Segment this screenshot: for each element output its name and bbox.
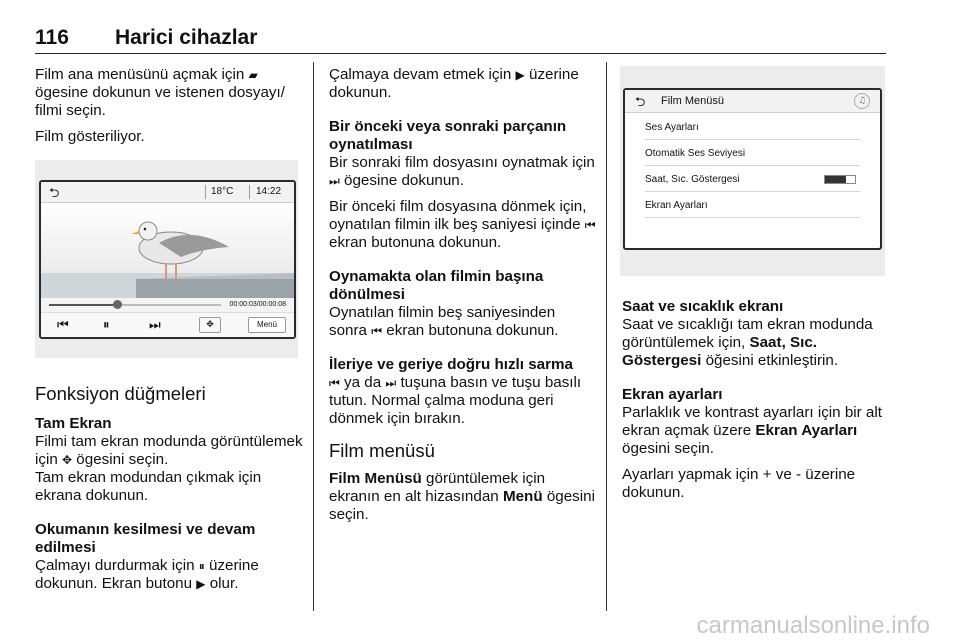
clock-temp-toggle[interactable] — [824, 175, 856, 184]
temperature-readout: 18°C — [211, 186, 234, 197]
intro-paragraph: Film ana menüsünü açmak için ▰ ögesine dokunun ve istenen dosyayı/ filmi seçin. — [35, 66, 285, 119]
fullscreen-icon: ✥ — [62, 453, 73, 467]
section-title-film-menu: Film menüsü — [329, 440, 435, 461]
resume-paragraph: Çalmaya devam etmek için ▶ üzerine dokunun. — [329, 66, 579, 101]
track-heading: Bir önceki veya sonraki parçanın oynatılması — [329, 118, 567, 153]
video-frame[interactable] — [41, 203, 294, 298]
clock-heading: Saat ve sıcaklık ekranı — [622, 298, 784, 315]
status-separator — [205, 185, 206, 199]
header-divider — [35, 53, 886, 54]
status-separator — [249, 185, 250, 199]
video-screenshot — [35, 160, 298, 358]
menu-item-sound-settings[interactable]: Ses Ayarları — [645, 114, 860, 140]
fullscreen-icon[interactable]: ✥ — [199, 317, 221, 333]
restart-heading: Oynamakta olan filmin başına dönülmesi — [329, 268, 544, 303]
display-heading: Ekran ayarları — [622, 386, 723, 403]
page-title: Harici cihazlar — [115, 26, 258, 49]
menu-item-display-settings[interactable]: Ekran Ayarları — [645, 192, 860, 218]
video-status-bar — [41, 182, 294, 203]
section-title-function-buttons: Fonksiyon düğmeleri — [35, 383, 206, 404]
pause-heading: Okumanın kesilmesi ve devam edilmesi — [35, 521, 256, 556]
seagull-image — [41, 203, 294, 298]
clock-paragraph: Saat ve sıcaklığı tam ekran modunda görüntülemek için, Saat, Sıc. Göstergesi öğesini etkinleştirin. — [622, 316, 873, 369]
menu-item-clock-temp-display[interactable]: Saat, Sıc. Göstergesi — [645, 166, 860, 192]
column-1-lower — [35, 383, 303, 601]
pause-paragraph: Çalmayı durdurmak için ⏸ üzerine dokunun. Ekran butonu ▶ olur. — [35, 557, 259, 592]
display-paragraph-1: Parlaklık ve kontrast ayarları için bir alt ekran açmak üzere Ekran Ayarları ögesini seçin. — [622, 404, 882, 457]
video-icon: ▰ — [248, 68, 258, 82]
pause-icon: ⏸ — [198, 559, 205, 573]
previous-icon[interactable]: ⏮ — [57, 318, 69, 333]
film-menu-list — [645, 114, 860, 218]
music-note-icon[interactable]: ♫ — [854, 93, 870, 109]
track-paragraph-2: Bir önceki film dosyasına dönmek için, oynatılan filmin ilk beş saniyesi içinde ⏮ ekran butonuna dokunun. — [329, 198, 596, 251]
toggle-fill — [825, 176, 846, 183]
progress-fill — [49, 304, 118, 306]
track-paragraph-1: Bir sonraki film dosyasını oynatmak için ⏭ ögesine dokunun. — [329, 154, 595, 189]
film-menu-title-bar — [625, 90, 880, 113]
next-icon[interactable]: ⏭ — [149, 318, 161, 333]
play-icon: ▶ — [515, 68, 525, 82]
menu-item-auto-volume[interactable]: Otomatik Ses Seviyesi — [645, 140, 860, 166]
seek-paragraph: ⏮ ya da ⏭ tuşuna basın ve tuşu basılı tutun. Normal çalma moduna geri dönmek için bırakın. — [329, 374, 582, 427]
next-icon: ⏭ — [329, 174, 340, 188]
fullscreen-paragraph-2: Tam ekran modundan çıkmak için ekrana dokunun. — [35, 469, 262, 504]
watermark: carmanualsonline.info — [696, 612, 930, 639]
video-screen — [39, 180, 296, 339]
time-readout: 00:00:03/00:00:08 — [229, 301, 286, 308]
fullscreen-heading: Tam Ekran — [35, 415, 112, 432]
column-divider-1 — [313, 62, 314, 611]
playing-paragraph: Film gösteriliyor. — [35, 128, 145, 145]
playback-progress[interactable] — [41, 298, 294, 312]
restart-paragraph: Oynatılan filmin beş saniyesinden sonra ⏮ ekran butonuna dokunun. — [329, 304, 559, 339]
page-header — [35, 26, 885, 52]
progress-knob[interactable] — [113, 300, 122, 309]
menu-button[interactable]: Menü — [248, 317, 286, 333]
column-3 — [622, 298, 890, 510]
previous-icon: ⏮ — [371, 324, 383, 338]
film-menu-screenshot — [620, 66, 885, 276]
back-icon[interactable]: ⮌ — [49, 186, 60, 201]
seek-heading: İleriye ve geriye doğru hızlı sarma — [329, 356, 573, 373]
clock-readout: 14:22 — [256, 186, 282, 197]
playback-controls — [41, 312, 294, 337]
film-menu-title: Film Menüsü — [661, 95, 724, 107]
previous-icon: ⏮ — [584, 218, 596, 232]
column-1 — [35, 66, 303, 154]
display-paragraph-2: Ayarları yapmak için + ve - üzerine dokunun. — [622, 466, 856, 501]
back-icon[interactable]: ⮌ — [635, 95, 646, 110]
column-2 — [329, 66, 597, 532]
film-menu-screen — [623, 88, 882, 250]
page-number: 116 — [35, 26, 69, 49]
column-divider-2 — [606, 62, 607, 611]
film-menu-paragraph: Film Menüsü görüntülemek için ekranın en alt hizasından Menü ögesini seçin. — [329, 470, 595, 523]
pause-icon[interactable]: ⏸ — [103, 318, 110, 333]
play-icon: ▶ — [196, 577, 206, 591]
previous-icon: ⏮ — [329, 376, 340, 390]
fullscreen-paragraph-1: Filmi tam ekran modunda görüntülemek için ✥ ögesini seçin. — [35, 433, 303, 468]
next-icon: ⏭ — [385, 376, 397, 390]
